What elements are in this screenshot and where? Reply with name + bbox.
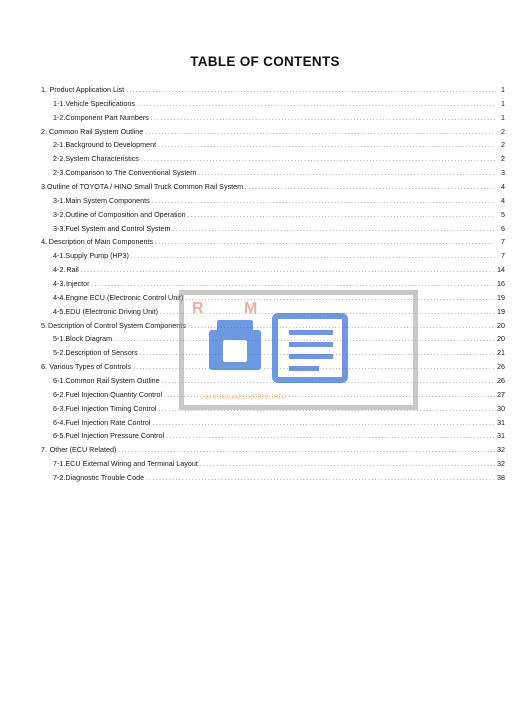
toc-entry-label: Comparison to The Conventional System bbox=[65, 168, 197, 178]
toc-entry-label: Common Rail System Outline bbox=[49, 126, 144, 136]
toc-entry-label: Diagnostic Trouble Code bbox=[65, 473, 145, 483]
toc-entry[interactable] bbox=[41, 166, 505, 180]
toc-entry-page: 4 bbox=[501, 182, 505, 192]
toc-entry-page: 5 bbox=[501, 209, 505, 219]
toc-entry-page: 20 bbox=[497, 320, 505, 330]
dot-leader bbox=[81, 265, 495, 279]
toc-entry-number: 1-2. bbox=[53, 112, 66, 122]
dot-leader bbox=[245, 182, 495, 196]
toc-entry-number: 2. bbox=[41, 126, 47, 136]
toc-entry-number: 3. bbox=[41, 182, 47, 192]
toc-entry[interactable] bbox=[41, 222, 505, 236]
toc-entry[interactable] bbox=[41, 194, 505, 208]
toc-entry-number: 3-2. bbox=[53, 209, 66, 219]
toc-entry-label: Product Application List bbox=[49, 85, 125, 94]
toc-entry-number: 5-2. bbox=[53, 348, 66, 358]
toc-entry[interactable] bbox=[41, 249, 505, 263]
toc-entry-label: Common Rail System Outline bbox=[65, 376, 160, 386]
toc-entry-number: 2-2. bbox=[53, 154, 66, 164]
toc-entry-page: 1 bbox=[501, 85, 505, 94]
dot-leader bbox=[166, 431, 495, 445]
toc-entry-label: Background to Development bbox=[65, 140, 157, 150]
toc-entry-page: 1 bbox=[501, 98, 505, 108]
toc-entry-page: 38 bbox=[497, 473, 505, 483]
toc-entry[interactable] bbox=[41, 111, 505, 125]
toc-entry-number: 3-1. bbox=[53, 195, 66, 205]
toc-entry-page: 32 bbox=[497, 459, 505, 469]
dot-leader bbox=[188, 210, 495, 224]
toc-entry[interactable] bbox=[41, 457, 505, 471]
toc-entry-number: 6-2. bbox=[53, 389, 66, 399]
toc-entry-label: Vehicle Specifications bbox=[65, 98, 135, 108]
toc-entry-page: 31 bbox=[497, 417, 505, 427]
toc-entry-page: 27 bbox=[497, 389, 505, 399]
toc-entry-label: Outline of TOYOTA / HINO Small Truck Common Rail System bbox=[47, 182, 244, 192]
toc-entry-number: 6-3. bbox=[53, 403, 66, 413]
toc-entry-number: 7-2. bbox=[53, 473, 66, 483]
toc-entry-number: 3-3. bbox=[53, 223, 66, 233]
toc-entry[interactable] bbox=[41, 277, 505, 291]
toc-entry-page: 19 bbox=[497, 306, 505, 316]
toc-entry-label: Description of Control System Components bbox=[48, 320, 186, 330]
toc-entry-page: 31 bbox=[497, 431, 505, 441]
toc-entry-page: 26 bbox=[497, 376, 505, 386]
toc-entry-label: Other (ECU Related) bbox=[49, 445, 117, 455]
toc-entry[interactable] bbox=[41, 152, 505, 166]
dot-leader bbox=[151, 113, 495, 127]
toc-entry-page: 14 bbox=[497, 265, 505, 275]
toc-entry-page: 21 bbox=[497, 348, 505, 358]
toc-entry-number: 2-1. bbox=[53, 140, 66, 150]
toc-entry-number: 6-1. bbox=[53, 376, 66, 386]
dot-leader bbox=[158, 140, 495, 154]
toc-entry-label: Component Part Numbers bbox=[65, 112, 149, 122]
dot-leader bbox=[145, 127, 495, 141]
toc-entry-label: Various Types of Controls bbox=[49, 362, 131, 372]
dot-leader bbox=[153, 418, 496, 432]
toc-entry-number: 4-4. bbox=[53, 292, 66, 302]
toc-entry-page: 3 bbox=[501, 168, 505, 178]
toc-entry-page: 32 bbox=[497, 445, 505, 455]
watermark-logo bbox=[205, 312, 355, 392]
watermark-text: carmanualsonline.info bbox=[200, 392, 287, 401]
toc-entry-page: 7 bbox=[501, 237, 505, 247]
toc-entry-number: 6-5. bbox=[53, 431, 66, 441]
toc-entry-page: 16 bbox=[497, 279, 505, 289]
dot-leader bbox=[200, 459, 495, 473]
toc-entry-label: Fuel System and Control System bbox=[65, 223, 171, 233]
toc-entry[interactable] bbox=[41, 443, 505, 457]
toc-entry-label: Description of Main Components bbox=[48, 237, 154, 247]
toc-entry-number: 2-3. bbox=[53, 168, 66, 178]
toc-entry-number: 7. bbox=[41, 445, 47, 455]
toc-entry-number: 5. bbox=[41, 320, 47, 330]
dot-leader bbox=[131, 251, 495, 265]
toc-entry-number: 4. bbox=[41, 237, 47, 247]
toc-entry[interactable] bbox=[41, 125, 505, 139]
toc-entry-label: Engine ECU (Electronic Control Unit) bbox=[65, 292, 184, 302]
toc-entry-label: Main System Components bbox=[65, 195, 150, 205]
toc-entry-page: 26 bbox=[497, 362, 505, 372]
toc-entry[interactable] bbox=[41, 208, 505, 222]
toc-entry-page: 2 bbox=[501, 140, 505, 150]
toc-entry-page: 19 bbox=[497, 292, 505, 302]
dot-leader bbox=[137, 99, 495, 113]
toc-entry[interactable] bbox=[41, 97, 505, 111]
toc-entry-page: 30 bbox=[497, 403, 505, 413]
toc-entry-number: 1. bbox=[41, 85, 47, 94]
toc-entry-number: 4-2. bbox=[53, 265, 66, 275]
toc-entry-label: Fuel Injection Pressure Control bbox=[65, 431, 165, 441]
toc-entry-label: Block Diagram bbox=[65, 334, 113, 344]
toc-entry-page: 2 bbox=[501, 154, 505, 164]
dot-leader bbox=[126, 85, 495, 99]
toc-entry-label: Fuel Injection Quantity Control bbox=[65, 389, 163, 399]
page-title: TABLE OF CONTENTS bbox=[190, 54, 340, 69]
toc-entry[interactable] bbox=[41, 429, 505, 443]
toc-entry-number: 4-3. bbox=[53, 279, 66, 289]
toc-entry[interactable] bbox=[41, 263, 505, 277]
toc-entry-label: Description of Sensors bbox=[65, 348, 138, 358]
toc-entry-page: 6 bbox=[501, 223, 505, 233]
toc-entry[interactable] bbox=[41, 471, 505, 485]
watermark-initials: R M bbox=[192, 300, 276, 317]
toc-entry-page: 2 bbox=[501, 126, 505, 136]
dot-leader bbox=[146, 473, 495, 487]
dot-leader bbox=[155, 237, 495, 251]
toc-entry-label: Rail bbox=[66, 265, 79, 275]
toc-entry-label: ECU External Wiring and Terminal Layout bbox=[65, 459, 198, 469]
toc-entry-page: 20 bbox=[497, 334, 505, 344]
dot-leader bbox=[172, 224, 495, 238]
toc-entry-page: 1 bbox=[501, 112, 505, 122]
toc-entry-label: Fuel Injection Timing Control bbox=[65, 403, 157, 413]
toc-entry-number: 7-1. bbox=[53, 459, 66, 469]
toc-entry-label: Supply Pump (HP3) bbox=[65, 251, 129, 261]
toc-entry-label: Outline of Composition and Operation bbox=[65, 209, 186, 219]
toc-entry-number: 5-1. bbox=[53, 334, 66, 344]
toc-entry-label: EDU (Electronic Driving Unit) bbox=[65, 306, 159, 316]
toc-entry-label: Injector bbox=[65, 279, 90, 289]
toc-entry-number: 6-4. bbox=[53, 417, 66, 427]
toc-entry-number: 6. bbox=[41, 362, 47, 372]
toc-entry-label: Fuel Injection Rate Control bbox=[65, 417, 151, 427]
toc-entry-number: 4-5. bbox=[53, 306, 66, 316]
toc-entry[interactable] bbox=[41, 180, 505, 194]
toc-entry-page: 7 bbox=[501, 251, 505, 261]
table-of-contents bbox=[41, 83, 505, 485]
toc-entry-page: 4 bbox=[501, 195, 505, 205]
toc-entry[interactable] bbox=[41, 235, 505, 249]
toc-entry[interactable] bbox=[41, 83, 505, 97]
toc-entry-label: System Characteristics bbox=[65, 154, 139, 164]
toc-entry[interactable] bbox=[41, 416, 505, 430]
toc-entry[interactable] bbox=[41, 138, 505, 152]
toc-entry-number: 1-1. bbox=[53, 98, 66, 108]
toc-entry-number: 4-1. bbox=[53, 251, 66, 261]
dot-leader bbox=[152, 196, 495, 210]
